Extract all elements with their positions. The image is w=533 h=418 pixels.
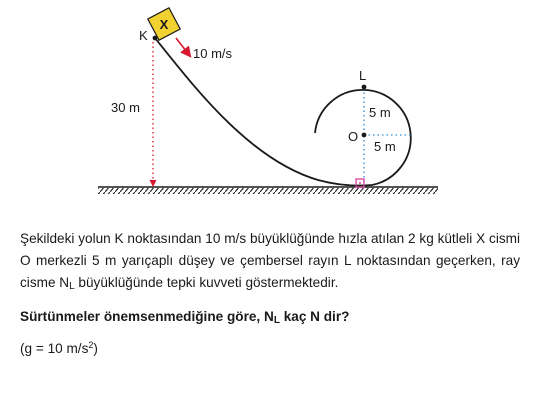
problem-block (20, 228, 520, 360)
given-gravity (20, 338, 520, 360)
horizontal-radius-label: 5 m (374, 139, 396, 154)
center-o-dot (362, 133, 367, 138)
problem-text-part1: Şekildeki yolun K noktasından 10 m/s büyüklüğünde hızla atılan 2 kg kütleli X cismi O merkezli 5 m yarıçaplı düşey ve çembersel rayın L noktasından geçerken, ray cisme N (20, 231, 520, 290)
height-arrowhead (150, 180, 157, 187)
question-part1: Sürtünmeler önemsenmediğine göre, N (20, 309, 274, 324)
point-l-label: L (359, 68, 367, 83)
question-subscript: L (273, 315, 280, 326)
speed-label: 10 m/s (193, 46, 233, 61)
point-k-label: K (139, 28, 148, 43)
problem-text (20, 228, 520, 294)
vertical-radius-label: 5 m (369, 105, 391, 120)
object-x-label: X (159, 17, 169, 32)
question-text (20, 306, 520, 328)
velocity-arrow (176, 38, 190, 56)
given-part1: (g = 10 m/s (20, 341, 89, 356)
problem-text-part2: büyüklüğünde tepki kuvveti göstermektedir. (74, 275, 339, 290)
given-part2: ) (93, 341, 98, 356)
right-angle-dot (359, 182, 361, 184)
point-l-dot (362, 85, 367, 90)
physics-diagram (0, 0, 533, 200)
problem-text-subscript: L (69, 281, 75, 292)
question-part2: kaç N dir? (279, 309, 350, 324)
height-label: 30 m (111, 100, 140, 115)
center-o-label: O (348, 129, 359, 144)
given-superscript: 2 (88, 340, 94, 350)
ground-hatch (98, 188, 438, 194)
